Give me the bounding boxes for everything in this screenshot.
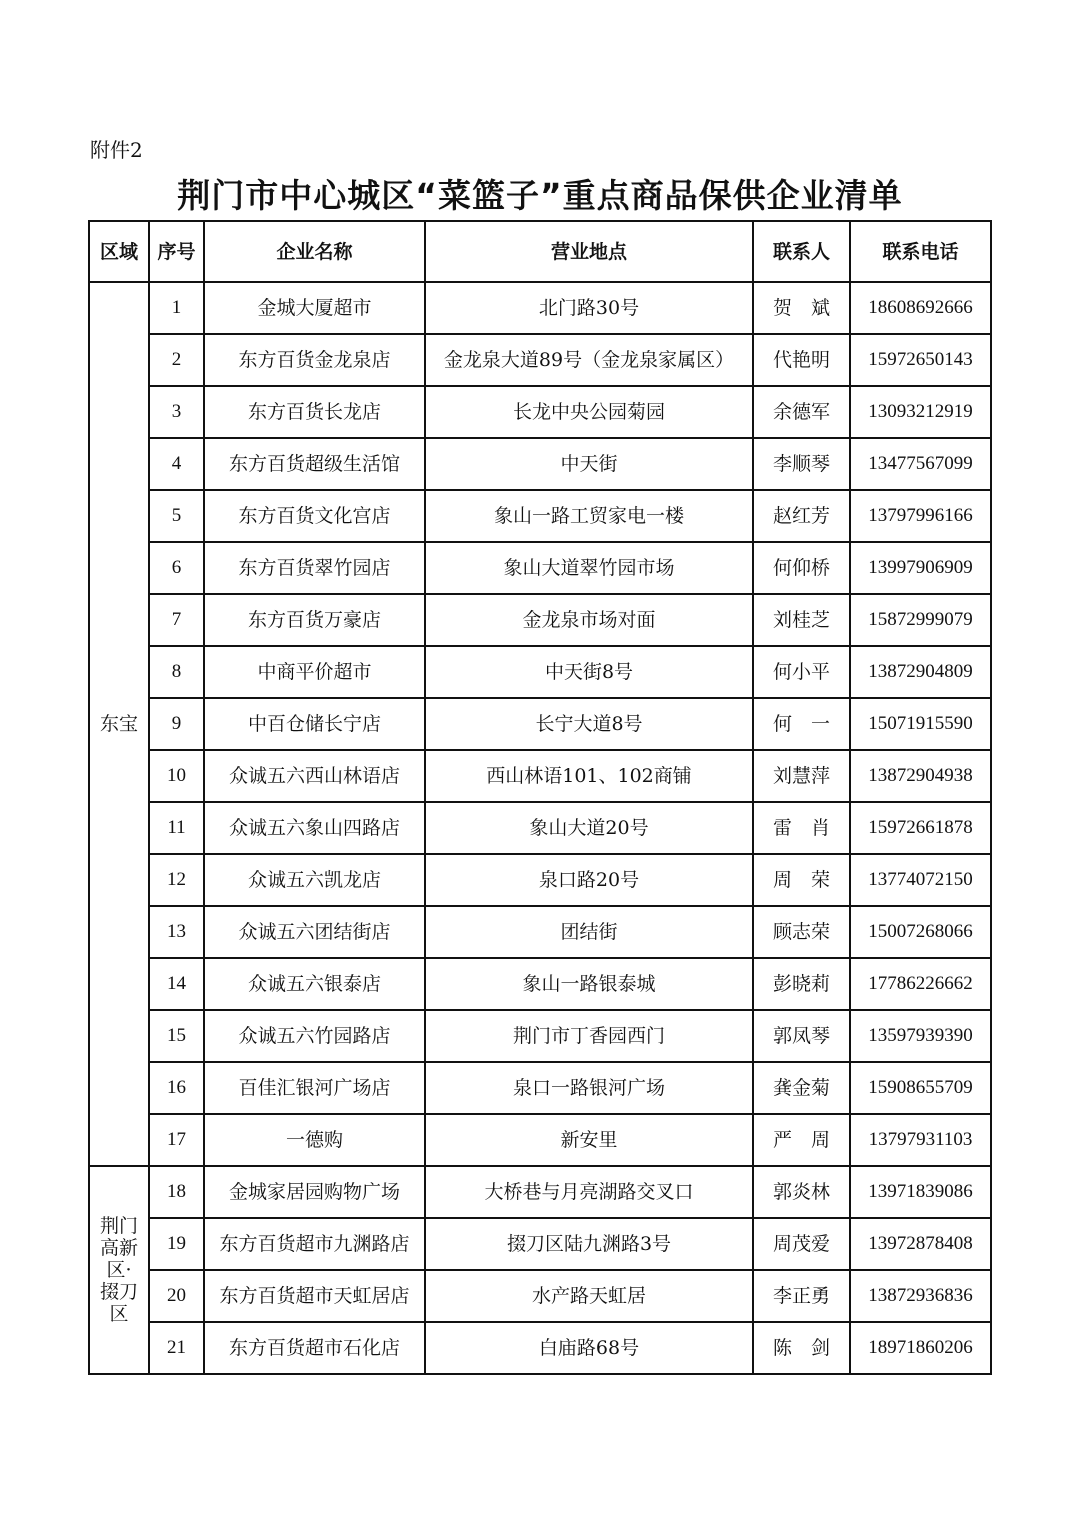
number-cell: 11 — [149, 802, 204, 854]
contact-cell: 顾志荣 — [753, 906, 850, 958]
contact-cell: 周茂爱 — [753, 1218, 850, 1270]
company-cell: 众诚五六象山四路店 — [204, 802, 425, 854]
table-row — [89, 698, 991, 750]
phone-cell: 13597939390 — [850, 1010, 991, 1062]
company-cell: 东方百货超市天虹居店 — [204, 1270, 425, 1322]
phone-cell: 13872936836 — [850, 1270, 991, 1322]
company-cell: 东方百货超市石化店 — [204, 1322, 425, 1374]
document-title: 荆门市中心城区“菜篮子”重点商品保供企业清单 — [177, 176, 903, 215]
company-cell: 东方百货文化宫店 — [204, 490, 425, 542]
table-row — [89, 1114, 991, 1166]
phone-cell: 13477567099 — [850, 438, 991, 490]
address-cell: 水产路天虹居 — [425, 1270, 753, 1322]
address-cell: 白庙路68号 — [425, 1322, 753, 1374]
address-cell: 中天街 — [425, 438, 753, 490]
number-cell: 15 — [149, 1010, 204, 1062]
address-cell: 团结街 — [425, 906, 753, 958]
address-cell: 象山一路银泰城 — [425, 958, 753, 1010]
table-header-row — [89, 221, 991, 282]
region-cell: 荆门高新区·掇刀区 — [89, 1166, 149, 1374]
phone-cell: 13997906909 — [850, 542, 991, 594]
address-cell: 象山大道翠竹园市场 — [425, 542, 753, 594]
company-cell: 众诚五六竹园路店 — [204, 1010, 425, 1062]
contact-cell: 郭凤琴 — [753, 1010, 850, 1062]
contact-cell: 雷 肖 — [753, 802, 850, 854]
company-cell: 中百仓储长宁店 — [204, 698, 425, 750]
phone-cell: 15007268066 — [850, 906, 991, 958]
company-cell: 金城大厦超市 — [204, 282, 425, 334]
number-cell: 6 — [149, 542, 204, 594]
address-cell: 大桥巷与月亮湖路交叉口 — [425, 1166, 753, 1218]
phone-cell: 13872904809 — [850, 646, 991, 698]
contact-cell: 何 一 — [753, 698, 850, 750]
number-cell: 21 — [149, 1322, 204, 1374]
company-cell: 一德购 — [204, 1114, 425, 1166]
address-cell: 西山林语101、102商铺 — [425, 750, 753, 802]
phone-cell: 13972878408 — [850, 1218, 991, 1270]
address-cell: 长宁大道8号 — [425, 698, 753, 750]
number-cell: 12 — [149, 854, 204, 906]
table-row — [89, 1010, 991, 1062]
table-row — [89, 1322, 991, 1374]
company-cell: 东方百货万豪店 — [204, 594, 425, 646]
region-cell: 东宝 — [89, 282, 149, 1166]
company-cell: 东方百货超市九渊路店 — [204, 1218, 425, 1270]
phone-cell: 15071915590 — [850, 698, 991, 750]
contact-cell: 李正勇 — [753, 1270, 850, 1322]
table-row — [89, 802, 991, 854]
address-cell: 荆门市丁香园西门 — [425, 1010, 753, 1062]
table-row — [89, 334, 991, 386]
phone-cell: 17786226662 — [850, 958, 991, 1010]
contact-cell: 龚金菊 — [753, 1062, 850, 1114]
table-row — [89, 906, 991, 958]
number-cell: 14 — [149, 958, 204, 1010]
phone-cell: 18608692666 — [850, 282, 991, 334]
table-row — [89, 750, 991, 802]
contact-cell: 陈 剑 — [753, 1322, 850, 1374]
number-cell: 13 — [149, 906, 204, 958]
contact-cell: 余德军 — [753, 386, 850, 438]
enterprise-table — [88, 220, 992, 1375]
number-cell: 9 — [149, 698, 204, 750]
address-cell: 中天街8号 — [425, 646, 753, 698]
table-row — [89, 386, 991, 438]
company-cell: 东方百货超级生活馆 — [204, 438, 425, 490]
attachment-label: 附件2 — [90, 138, 143, 162]
company-cell: 众诚五六银泰店 — [204, 958, 425, 1010]
phone-cell: 15872999079 — [850, 594, 991, 646]
phone-cell: 13797931103 — [850, 1114, 991, 1166]
company-cell: 东方百货长龙店 — [204, 386, 425, 438]
number-cell: 7 — [149, 594, 204, 646]
phone-cell: 15972661878 — [850, 802, 991, 854]
phone-cell: 13774072150 — [850, 854, 991, 906]
address-cell: 泉口一路银河广场 — [425, 1062, 753, 1114]
contact-cell: 刘慧萍 — [753, 750, 850, 802]
contact-cell: 代艳明 — [753, 334, 850, 386]
contact-cell: 严 周 — [753, 1114, 850, 1166]
table-row — [89, 1270, 991, 1322]
contact-cell: 郭炎林 — [753, 1166, 850, 1218]
address-cell: 长龙中央公园菊园 — [425, 386, 753, 438]
contact-cell: 周 荣 — [753, 854, 850, 906]
column-header-region: 区域 — [89, 221, 149, 282]
company-cell: 东方百货金龙泉店 — [204, 334, 425, 386]
table-row — [89, 854, 991, 906]
number-cell: 1 — [149, 282, 204, 334]
contact-cell: 贺 斌 — [753, 282, 850, 334]
phone-cell: 13872904938 — [850, 750, 991, 802]
address-cell: 泉口路20号 — [425, 854, 753, 906]
contact-cell: 刘桂芝 — [753, 594, 850, 646]
address-cell: 金龙泉市场对面 — [425, 594, 753, 646]
address-cell: 新安里 — [425, 1114, 753, 1166]
company-cell: 中商平价超市 — [204, 646, 425, 698]
company-cell: 金城家居园购物广场 — [204, 1166, 425, 1218]
table-row — [89, 1166, 991, 1218]
table-row — [89, 282, 991, 334]
company-cell: 众诚五六团结街店 — [204, 906, 425, 958]
address-cell: 北门路30号 — [425, 282, 753, 334]
company-cell: 百佳汇银河广场店 — [204, 1062, 425, 1114]
number-cell: 16 — [149, 1062, 204, 1114]
phone-cell: 13971839086 — [850, 1166, 991, 1218]
address-cell: 象山一路工贸家电一楼 — [425, 490, 753, 542]
number-cell: 20 — [149, 1270, 204, 1322]
contact-cell: 何小平 — [753, 646, 850, 698]
address-cell: 象山大道20号 — [425, 802, 753, 854]
number-cell: 2 — [149, 334, 204, 386]
table-row — [89, 646, 991, 698]
number-cell: 17 — [149, 1114, 204, 1166]
number-cell: 3 — [149, 386, 204, 438]
column-header-number: 序号 — [149, 221, 204, 282]
column-header-company: 企业名称 — [204, 221, 425, 282]
column-header-address: 营业地点 — [425, 221, 753, 282]
company-cell: 众诚五六西山林语店 — [204, 750, 425, 802]
number-cell: 5 — [149, 490, 204, 542]
table-body — [89, 282, 991, 1374]
column-header-phone: 联系电话 — [850, 221, 991, 282]
column-header-contact: 联系人 — [753, 221, 850, 282]
number-cell: 19 — [149, 1218, 204, 1270]
address-cell: 掇刀区陆九渊路3号 — [425, 1218, 753, 1270]
contact-cell: 彭晓莉 — [753, 958, 850, 1010]
company-cell: 东方百货翠竹园店 — [204, 542, 425, 594]
table-row — [89, 490, 991, 542]
number-cell: 4 — [149, 438, 204, 490]
table-row — [89, 438, 991, 490]
number-cell: 8 — [149, 646, 204, 698]
company-cell: 众诚五六凯龙店 — [204, 854, 425, 906]
table-row — [89, 542, 991, 594]
phone-cell: 13797996166 — [850, 490, 991, 542]
phone-cell: 15908655709 — [850, 1062, 991, 1114]
number-cell: 10 — [149, 750, 204, 802]
contact-cell: 李顺琴 — [753, 438, 850, 490]
table-row — [89, 958, 991, 1010]
phone-cell: 15972650143 — [850, 334, 991, 386]
table-row — [89, 594, 991, 646]
phone-cell: 13093212919 — [850, 386, 991, 438]
address-cell: 金龙泉大道89号（金龙泉家属区） — [425, 334, 753, 386]
number-cell: 18 — [149, 1166, 204, 1218]
table-row — [89, 1218, 991, 1270]
phone-cell: 18971860206 — [850, 1322, 991, 1374]
contact-cell: 何仰桥 — [753, 542, 850, 594]
contact-cell: 赵红芳 — [753, 490, 850, 542]
table-row — [89, 1062, 991, 1114]
